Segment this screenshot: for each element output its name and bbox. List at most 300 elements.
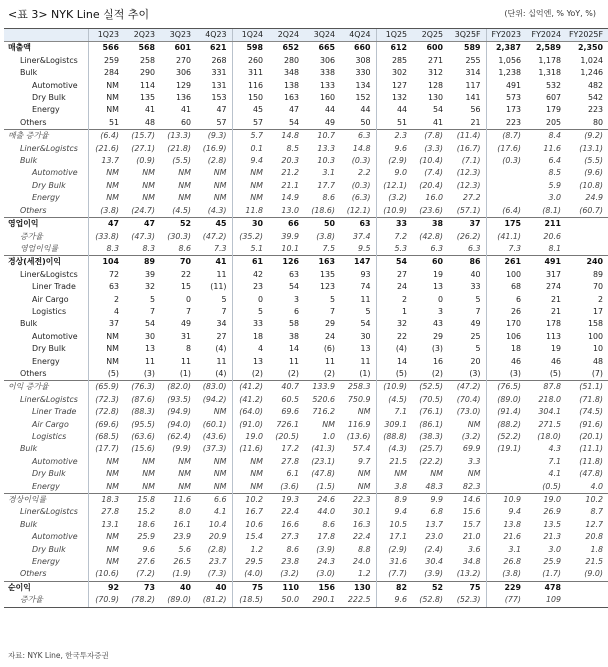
value-cell: 132	[376, 92, 412, 104]
value-cell: 60	[412, 256, 448, 269]
value-cell: (2)	[431, 368, 443, 378]
value-cell: (3.8)	[88, 205, 124, 218]
value-cell: 133	[319, 80, 335, 90]
value-cell: 665	[318, 43, 335, 53]
value-cell: 11	[216, 269, 227, 279]
value-cell: 542	[587, 93, 603, 103]
value-cell: 229	[486, 581, 526, 594]
value-cell: 136	[175, 93, 191, 103]
value-cell: 9.0	[376, 167, 412, 179]
value-cell	[486, 180, 526, 192]
value-cell: 116	[232, 80, 268, 92]
value-cell: (2.9)	[376, 155, 412, 167]
value-cell: (1)	[179, 368, 191, 378]
value-cell: 33	[376, 218, 412, 231]
value-cell: NM	[213, 481, 227, 491]
value-cell: (6.4)	[88, 130, 124, 143]
value-cell: 9.6	[376, 143, 412, 155]
value-cell: (94.9)	[167, 407, 191, 417]
column-header: 1Q24	[232, 29, 268, 42]
value-cell: 311	[232, 67, 268, 79]
value-cell: 38	[412, 218, 448, 231]
value-cell: 6.4	[548, 156, 561, 166]
value-cell: 211	[526, 218, 566, 231]
value-cell: 18.6	[137, 519, 155, 529]
value-cell: 18	[232, 331, 268, 343]
value-cell: 19.0	[526, 494, 566, 507]
value-cell: 23.0	[425, 532, 443, 542]
value-cell: (7.3)	[207, 569, 227, 579]
value-cell: 271	[427, 55, 443, 65]
table-row	[4, 468, 608, 480]
table-row	[4, 568, 608, 581]
row-label: Automotive	[32, 168, 78, 178]
value-cell: (4)	[215, 368, 227, 378]
value-cell: 27.8	[88, 506, 124, 518]
value-cell	[566, 594, 608, 607]
value-cell: NM	[88, 92, 124, 104]
value-cell: 158	[587, 319, 603, 329]
value-cell: 9.4	[232, 155, 268, 167]
row-label: Dry Bulk	[32, 180, 66, 190]
value-cell: 14.6	[448, 494, 486, 507]
value-cell: (3.2)	[461, 432, 481, 441]
value-cell: 8.6	[178, 243, 191, 253]
value-cell: 8.0	[178, 507, 191, 517]
value-cell: (7.4)	[424, 168, 443, 178]
value-cell: 290	[139, 68, 155, 78]
value-cell: 41	[196, 256, 232, 269]
value-cell: (21.6)	[88, 143, 124, 155]
value-cell: 566	[88, 42, 124, 55]
value-cell: NM	[178, 469, 191, 479]
value-cell: 11	[324, 356, 335, 366]
row-label: Automotive	[32, 456, 78, 466]
value-cell: (23.1)	[311, 456, 335, 466]
table-row	[4, 456, 608, 468]
row-label: 영업이익	[4, 218, 88, 231]
value-cell: 8.5	[286, 143, 299, 153]
value-cell: 7.3	[213, 243, 227, 253]
column-header: 3Q23	[160, 29, 196, 42]
value-cell: 14.9	[281, 193, 299, 203]
value-cell: 285	[376, 55, 412, 67]
value-cell: (3.8)	[486, 568, 526, 581]
column-header: 4Q24	[340, 29, 376, 42]
row-label: Others	[20, 205, 47, 215]
value-cell: (43.6)	[202, 432, 227, 441]
value-cell: (4.5)	[376, 394, 412, 406]
row-label: Others	[20, 117, 47, 127]
row-label: 매출 증가율	[4, 130, 88, 143]
table-row	[4, 192, 608, 204]
row-label: Liner&Logistcs	[20, 507, 78, 517]
value-cell: (24.7)	[131, 205, 155, 215]
value-cell: NM	[232, 481, 268, 494]
value-cell: 268	[211, 55, 227, 65]
value-cell: NM	[88, 167, 124, 179]
value-cell: 3.1	[486, 544, 526, 556]
value-cell: 39	[144, 269, 155, 279]
value-cell: 29.5	[232, 556, 268, 568]
value-cell: NM	[142, 481, 155, 491]
value-cell: 11	[360, 294, 371, 304]
row-label: 이익 증가율	[4, 381, 88, 394]
value-cell: 11	[180, 356, 191, 366]
value-cell: 4.0	[590, 481, 603, 491]
value-cell: 308	[355, 55, 371, 65]
value-cell: (4)	[376, 343, 412, 355]
value-cell: (0.5)	[542, 481, 561, 491]
value-cell: 750.9	[347, 394, 371, 404]
value-cell: (18.6)	[311, 205, 335, 215]
value-cell: 44.0	[317, 507, 335, 517]
value-cell: (10.4)	[419, 156, 443, 166]
value-cell: NM	[142, 469, 155, 479]
value-cell: (11.6)	[232, 443, 268, 455]
value-cell: 7.3	[486, 243, 526, 256]
table-row	[4, 180, 608, 192]
column-header-row	[4, 29, 608, 42]
table-row	[4, 556, 608, 568]
value-cell: (1.5)	[316, 481, 335, 491]
value-cell: 60	[180, 117, 191, 127]
value-cell: (3.6)	[280, 481, 299, 491]
value-cell: 52	[160, 218, 196, 231]
value-cell: 4	[88, 306, 124, 318]
value-cell: 63	[288, 269, 299, 279]
row-label: Energy	[32, 356, 60, 366]
value-cell: 0.1	[232, 143, 268, 155]
value-cell: NM	[232, 167, 268, 179]
value-cell: 14.8	[352, 143, 371, 153]
value-cell: NM	[213, 469, 227, 479]
value-cell: 8.7	[590, 507, 603, 517]
value-cell: (7.8)	[412, 130, 448, 143]
value-cell: 16.0	[425, 193, 443, 203]
value-cell: 52	[412, 581, 448, 594]
row-label: Dry Bulk	[32, 544, 66, 554]
value-cell: (9.0)	[584, 569, 603, 579]
row-label: Air Cargo	[32, 294, 69, 304]
value-cell: 41	[144, 105, 155, 115]
value-cell: NM	[213, 193, 227, 203]
value-cell: 331	[211, 68, 227, 78]
value-cell: 10.7	[304, 130, 340, 143]
value-cell: 2.3	[376, 130, 412, 143]
value-cell: 69.9	[462, 444, 481, 454]
value-cell: 45	[196, 218, 232, 231]
value-cell: 1,024	[580, 55, 603, 65]
value-cell: NM	[88, 331, 124, 343]
value-cell: 24	[324, 331, 335, 341]
value-cell: 3.8	[376, 481, 412, 494]
value-cell: NM	[178, 193, 191, 203]
value-cell: 5	[221, 294, 227, 304]
row-label: Others	[20, 368, 47, 378]
value-cell: (11.1)	[579, 444, 603, 454]
table-row	[4, 519, 608, 531]
value-cell: 54	[376, 256, 412, 269]
value-cell: 92	[88, 581, 124, 594]
row-label: 순이익	[4, 581, 88, 594]
row-label: 경상이익률	[4, 494, 88, 507]
value-cell: (21.8)	[167, 143, 191, 153]
row-label: Dry Bulk	[32, 469, 66, 479]
value-cell: (60.7)	[579, 205, 603, 215]
value-cell	[486, 167, 526, 179]
value-cell: (22.2)	[419, 456, 443, 466]
value-cell: 10.5	[376, 519, 412, 531]
value-cell: 113	[545, 331, 561, 341]
table-header-bar	[0, 4, 600, 24]
value-cell: 10.2	[232, 494, 268, 507]
value-cell: (15.6)	[131, 444, 155, 454]
value-cell: 60.5	[281, 394, 299, 404]
value-cell: NM	[88, 544, 124, 556]
column-header: 3Q25F	[448, 29, 486, 42]
value-cell: 19	[550, 344, 561, 354]
value-cell: 5.3	[376, 243, 412, 256]
value-cell: 47	[124, 218, 160, 231]
row-label: Automotive	[32, 331, 78, 341]
value-cell: 491	[526, 256, 566, 269]
value-cell: 175	[486, 218, 526, 231]
value-cell: 13	[432, 282, 443, 292]
value-cell: (42.8)	[419, 231, 443, 241]
value-cell: 612	[376, 42, 412, 55]
value-cell: (13.2)	[456, 569, 481, 579]
value-cell: 134	[355, 80, 371, 90]
value-cell: 21	[470, 117, 481, 127]
value-cell: 652	[282, 43, 299, 53]
value-cell: (2.8)	[207, 544, 227, 554]
value-cell: (7.7)	[376, 568, 412, 581]
value-cell: (2)	[287, 368, 299, 378]
value-cell: (5)	[88, 368, 124, 381]
column-header: 2Q23	[124, 29, 160, 42]
value-cell: 13.7	[88, 155, 124, 167]
value-cell: (13.6)	[346, 432, 371, 441]
value-cell: (86.1)	[419, 419, 443, 429]
value-cell: 6.3	[430, 243, 443, 253]
value-cell: 27.8	[281, 456, 299, 466]
value-cell: 1.8	[590, 544, 603, 554]
value-cell: 40	[470, 269, 481, 279]
value-cell: 147	[340, 256, 376, 269]
value-cell: (3.3)	[424, 143, 443, 153]
value-cell: NM	[322, 419, 335, 429]
value-cell: 8.5	[548, 168, 561, 178]
value-cell: 290.1	[304, 594, 340, 607]
value-cell: (18.5)	[232, 594, 268, 607]
value-cell: 589	[464, 43, 481, 53]
value-cell: 274	[545, 282, 561, 292]
value-cell: 8.6	[322, 519, 335, 529]
value-cell: NM	[142, 180, 155, 190]
value-cell: 6	[486, 294, 526, 306]
value-cell: NM	[88, 104, 124, 116]
value-cell: NM	[467, 419, 481, 429]
value-cell: NM	[213, 456, 227, 466]
value-cell: (76.1)	[419, 407, 443, 417]
value-cell: 44	[376, 104, 412, 116]
value-cell: (23.6)	[419, 205, 443, 215]
value-cell: 25.9	[137, 532, 155, 542]
row-label: 증가율	[4, 594, 88, 607]
value-cell: 10.1	[281, 243, 299, 253]
value-cell: 128	[427, 80, 443, 90]
value-cell: 1,056	[486, 55, 526, 67]
value-cell: 7	[149, 306, 155, 316]
value-cell: 6.3	[340, 130, 376, 143]
value-cell: 7	[329, 306, 335, 316]
value-cell: 271.5	[538, 419, 561, 429]
value-cell: 135	[139, 93, 155, 103]
value-cell: (41.2)	[232, 381, 268, 394]
value-cell: (12.3)	[456, 180, 481, 190]
table-row	[4, 294, 608, 306]
value-cell: 30	[144, 331, 155, 341]
value-cell: 42	[232, 269, 268, 281]
value-cell: 520.6	[312, 394, 335, 404]
value-cell: 13.1	[88, 519, 124, 531]
value-cell: 45	[232, 104, 268, 116]
row-label: Energy	[32, 557, 60, 567]
table-row	[4, 381, 608, 394]
value-cell: 15	[180, 282, 191, 292]
value-cell: 5	[329, 294, 335, 304]
value-cell: (63.6)	[131, 432, 155, 441]
value-cell: 40	[160, 581, 196, 594]
table-row	[4, 581, 608, 594]
value-cell: (94.2)	[202, 394, 227, 404]
value-cell: (8.7)	[486, 130, 526, 143]
value-cell: 30	[360, 331, 371, 341]
value-cell: 5	[475, 344, 481, 354]
value-cell: 127	[376, 80, 412, 92]
value-cell: (25.7)	[419, 444, 443, 454]
value-cell: 37	[88, 318, 124, 330]
value-cell: (68.5)	[88, 431, 124, 443]
value-cell: NM	[178, 456, 191, 466]
value-cell: 338	[319, 68, 335, 78]
value-cell: 24	[376, 281, 412, 293]
value-cell: 123	[319, 282, 335, 292]
value-cell: 26	[486, 306, 526, 318]
value-cell: 17.8	[317, 532, 335, 542]
value-cell: (4.3)	[207, 205, 227, 215]
value-cell: (69.6)	[88, 419, 124, 431]
value-cell: 17.1	[376, 531, 412, 543]
value-cell: 22	[180, 269, 191, 279]
financial-table	[4, 28, 608, 608]
column-header: FY2023	[486, 29, 526, 42]
value-cell: 482	[587, 80, 603, 90]
value-cell: (89.0)	[160, 594, 196, 607]
value-cell: (47.2)	[448, 381, 486, 394]
value-cell: 13.0	[281, 205, 299, 215]
value-cell: 117	[465, 80, 481, 90]
value-cell: 89	[592, 269, 603, 279]
value-cell: 317	[545, 269, 561, 279]
value-cell: 56	[470, 105, 481, 115]
value-cell: NM	[142, 456, 155, 466]
value-cell: 306	[319, 55, 335, 65]
value-cell: NM	[88, 192, 124, 204]
value-cell: 8.3	[142, 243, 155, 253]
value-cell: (5.5)	[172, 156, 191, 166]
value-cell: 223	[587, 105, 603, 115]
table-row	[4, 167, 608, 179]
value-cell: 49	[180, 319, 191, 329]
value-cell: (3)	[431, 344, 443, 354]
value-cell: (12.3)	[456, 168, 481, 178]
value-cell: NM	[88, 556, 124, 568]
value-cell: (17.6)	[486, 143, 526, 155]
value-cell: NM	[430, 469, 443, 479]
value-cell: 7	[185, 306, 191, 316]
table-row	[4, 67, 608, 79]
value-cell: (9.6)	[584, 168, 603, 178]
value-cell: 2	[88, 294, 124, 306]
column-header: 2Q25	[412, 29, 448, 42]
value-cell: 260	[232, 55, 268, 67]
value-cell: 9.4	[376, 506, 412, 518]
table-row	[4, 356, 608, 368]
value-cell: 26.8	[486, 556, 526, 568]
value-cell: 57	[216, 117, 227, 127]
value-cell: (78.2)	[124, 594, 160, 607]
row-label: Others	[20, 569, 47, 579]
value-cell: NM	[88, 481, 124, 494]
value-cell: 270	[175, 55, 191, 65]
table-row	[4, 155, 608, 167]
value-cell: 26.9	[543, 507, 561, 517]
value-cell: 8.6	[286, 544, 299, 554]
row-label: Logistics	[32, 432, 67, 441]
table-row	[4, 92, 608, 104]
table-row	[4, 205, 608, 218]
value-cell: (88.2)	[486, 419, 526, 431]
value-cell: 3.3	[467, 456, 481, 466]
table-row	[4, 506, 608, 518]
value-cell: 129	[175, 80, 191, 90]
value-cell: 10.9	[486, 494, 526, 507]
value-cell: (41.2)	[232, 394, 268, 406]
value-cell: 21	[550, 306, 561, 316]
value-cell: 7	[475, 306, 481, 316]
table-row	[4, 394, 608, 406]
value-cell: 21.0	[462, 532, 481, 542]
value-cell: 5.7	[232, 130, 268, 143]
value-cell: (4.5)	[172, 205, 191, 215]
value-cell: NM	[376, 468, 412, 480]
value-cell: 40.7	[268, 381, 304, 394]
row-label: Liner&Logistcs	[20, 269, 78, 279]
value-cell: NM	[88, 456, 124, 468]
value-cell: 38	[288, 331, 299, 341]
value-cell: 39.9	[281, 231, 299, 241]
value-cell: 11	[288, 356, 299, 366]
value-cell: (16.7)	[456, 143, 481, 153]
value-cell: (52.8)	[412, 594, 448, 607]
value-cell: 50	[360, 117, 371, 127]
value-cell: 44	[324, 105, 335, 115]
value-cell: 2.2	[357, 168, 371, 178]
value-cell: 31	[180, 331, 191, 341]
value-cell: 33	[470, 282, 481, 292]
